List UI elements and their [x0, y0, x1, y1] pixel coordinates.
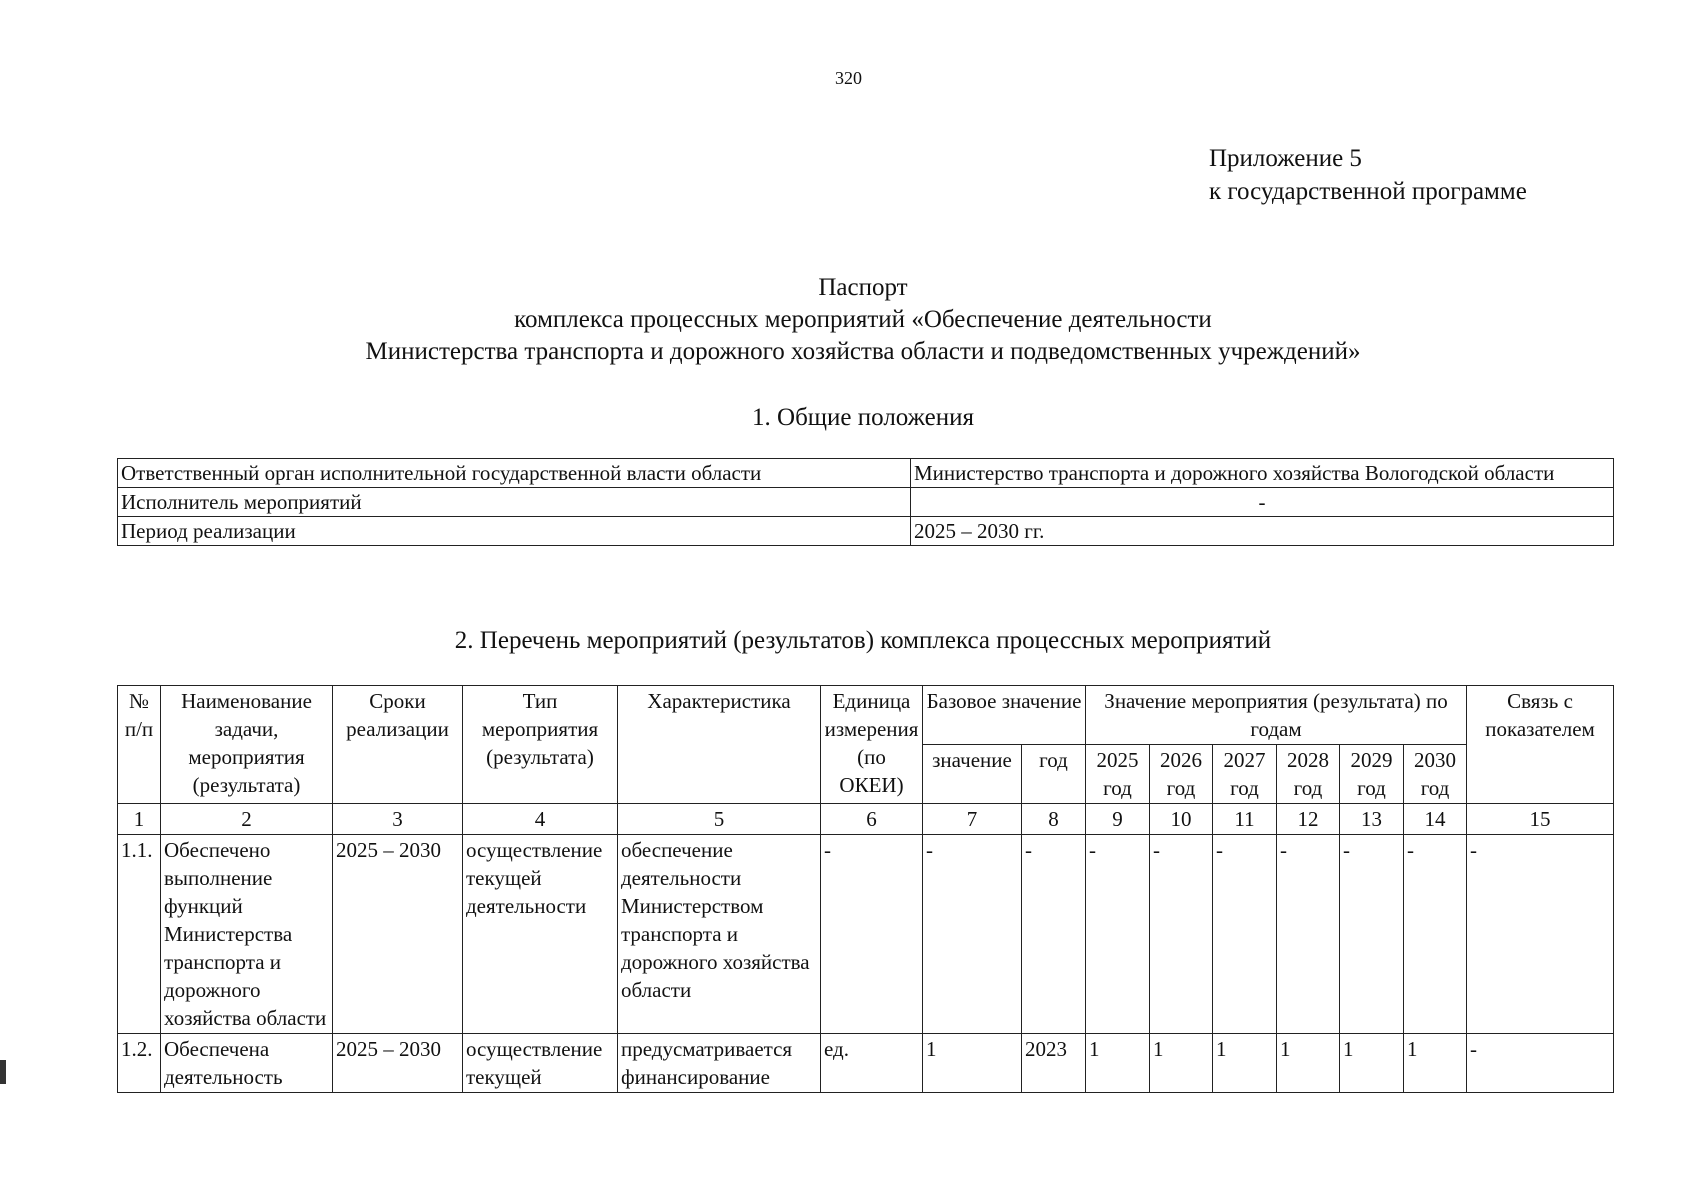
- header-year: 2030 год: [1404, 745, 1467, 804]
- header-num: № п/п: [118, 686, 161, 804]
- row-base-year: -: [1022, 835, 1086, 1034]
- row-year-value: -: [1086, 835, 1150, 1034]
- column-number: 11: [1213, 804, 1277, 835]
- table-cell-value: 2025 – 2030 гг.: [911, 517, 1614, 546]
- table-header-row: [118, 686, 1614, 745]
- row-year-value: 1: [1086, 1034, 1150, 1093]
- header-base: Базовое значение: [923, 686, 1086, 745]
- column-number: 15: [1467, 804, 1614, 835]
- column-number: 5: [618, 804, 821, 835]
- table-row: [118, 1034, 1614, 1093]
- row-year-value: 1: [1340, 1034, 1404, 1093]
- appendix-note: [1209, 142, 1527, 208]
- header-name: Наименование задачи, мероприятия (результата): [161, 686, 333, 804]
- column-number: 10: [1150, 804, 1213, 835]
- measures-table: [117, 685, 1614, 1093]
- row-period: 2025 – 2030: [333, 1034, 463, 1093]
- appendix-line-1: Приложение 5: [1209, 145, 1362, 172]
- row-link: -: [1467, 1034, 1614, 1093]
- title-line-2: комплекса процессных мероприятий «Обеспечение деятельности: [514, 306, 1212, 333]
- row-period: 2025 – 2030: [333, 835, 463, 1034]
- header-base-value: значение: [923, 745, 1022, 804]
- row-base-year: 2023: [1022, 1034, 1086, 1093]
- row-unit: ед.: [821, 1034, 923, 1093]
- row-year-value: 1: [1277, 1034, 1340, 1093]
- header-type: Тип мероприятия (результата): [463, 686, 618, 804]
- row-characteristic: обеспечение деятельности Министерством транспорта и дорожного хозяйства области: [618, 835, 821, 1034]
- column-number: 1: [118, 804, 161, 835]
- appendix-line-2: к государственной программе: [1209, 178, 1527, 205]
- header-year: 2029 год: [1340, 745, 1404, 804]
- row-year-value: -: [1150, 835, 1213, 1034]
- section-1-heading: 1. Общие положения: [752, 404, 974, 431]
- scan-margin-mark: [0, 1060, 6, 1084]
- column-number: 12: [1277, 804, 1340, 835]
- header-year: 2028 год: [1277, 745, 1340, 804]
- row-base-value: -: [923, 835, 1022, 1034]
- document-title: [0, 272, 1697, 368]
- header-base-year: год: [1022, 745, 1086, 804]
- row-type: осуществление текущей деятельности: [463, 835, 618, 1034]
- general-provisions-table: [117, 458, 1614, 546]
- row-unit: -: [821, 835, 923, 1034]
- row-characteristic: предусматривается финансирование: [618, 1034, 821, 1093]
- header-values-by-year: Значение мероприятия (результата) по годам: [1086, 686, 1467, 745]
- row-name: Обеспечена деятельность: [161, 1034, 333, 1093]
- table-row: [118, 835, 1614, 1034]
- column-number: 2: [161, 804, 333, 835]
- header-characteristic: Характеристика: [618, 686, 821, 804]
- row-base-value: 1: [923, 1034, 1022, 1093]
- column-number: 6: [821, 804, 923, 835]
- column-number-row: [118, 804, 1614, 835]
- column-number: 3: [333, 804, 463, 835]
- row-name: Обеспечено выполнение функций Министерства транспорта и дорожного хозяйства области: [161, 835, 333, 1034]
- table-row: [118, 488, 1614, 517]
- row-year-value: 1: [1150, 1034, 1213, 1093]
- table-cell-label: Ответственный орган исполнительной государственной власти области: [118, 459, 911, 488]
- column-number: 4: [463, 804, 618, 835]
- header-period: Сроки реализации: [333, 686, 463, 804]
- column-number: 8: [1022, 804, 1086, 835]
- table-cell-label: Исполнитель мероприятий: [118, 488, 911, 517]
- row-year-value: -: [1213, 835, 1277, 1034]
- column-number: 7: [923, 804, 1022, 835]
- table-cell-value: -: [911, 488, 1614, 517]
- header-year: 2027 год: [1213, 745, 1277, 804]
- table-cell-value: Министерство транспорта и дорожного хозяйства Вологодской области: [911, 459, 1614, 488]
- column-number: 14: [1404, 804, 1467, 835]
- header-year: 2026 год: [1150, 745, 1213, 804]
- table-cell-label: Период реализации: [118, 517, 911, 546]
- section-2-heading: 2. Перечень мероприятий (результатов) комплекса процессных мероприятий: [454, 627, 1272, 654]
- row-year-value: 1: [1404, 1034, 1467, 1093]
- header-link: Связь с показателем: [1467, 686, 1614, 804]
- column-number: 9: [1086, 804, 1150, 835]
- title-line-1: Паспорт: [818, 274, 908, 301]
- row-type: осуществление текущей: [463, 1034, 618, 1093]
- row-link: -: [1467, 835, 1614, 1034]
- title-line-3: Министерства транспорта и дорожного хозяйства области и подведомственных учреждений»: [365, 338, 1361, 365]
- column-number: 13: [1340, 804, 1404, 835]
- row-year-value: -: [1404, 835, 1467, 1034]
- row-num: 1.2.: [118, 1034, 161, 1093]
- row-num: 1.1.: [118, 835, 161, 1034]
- row-year-value: -: [1340, 835, 1404, 1034]
- page-number: 320: [835, 68, 862, 88]
- header-unit: Единица измерения (по ОКЕИ): [821, 686, 923, 804]
- table-row: [118, 517, 1614, 546]
- header-year: 2025 год: [1086, 745, 1150, 804]
- row-year-value: 1: [1213, 1034, 1277, 1093]
- table-row: [118, 459, 1614, 488]
- row-year-value: -: [1277, 835, 1340, 1034]
